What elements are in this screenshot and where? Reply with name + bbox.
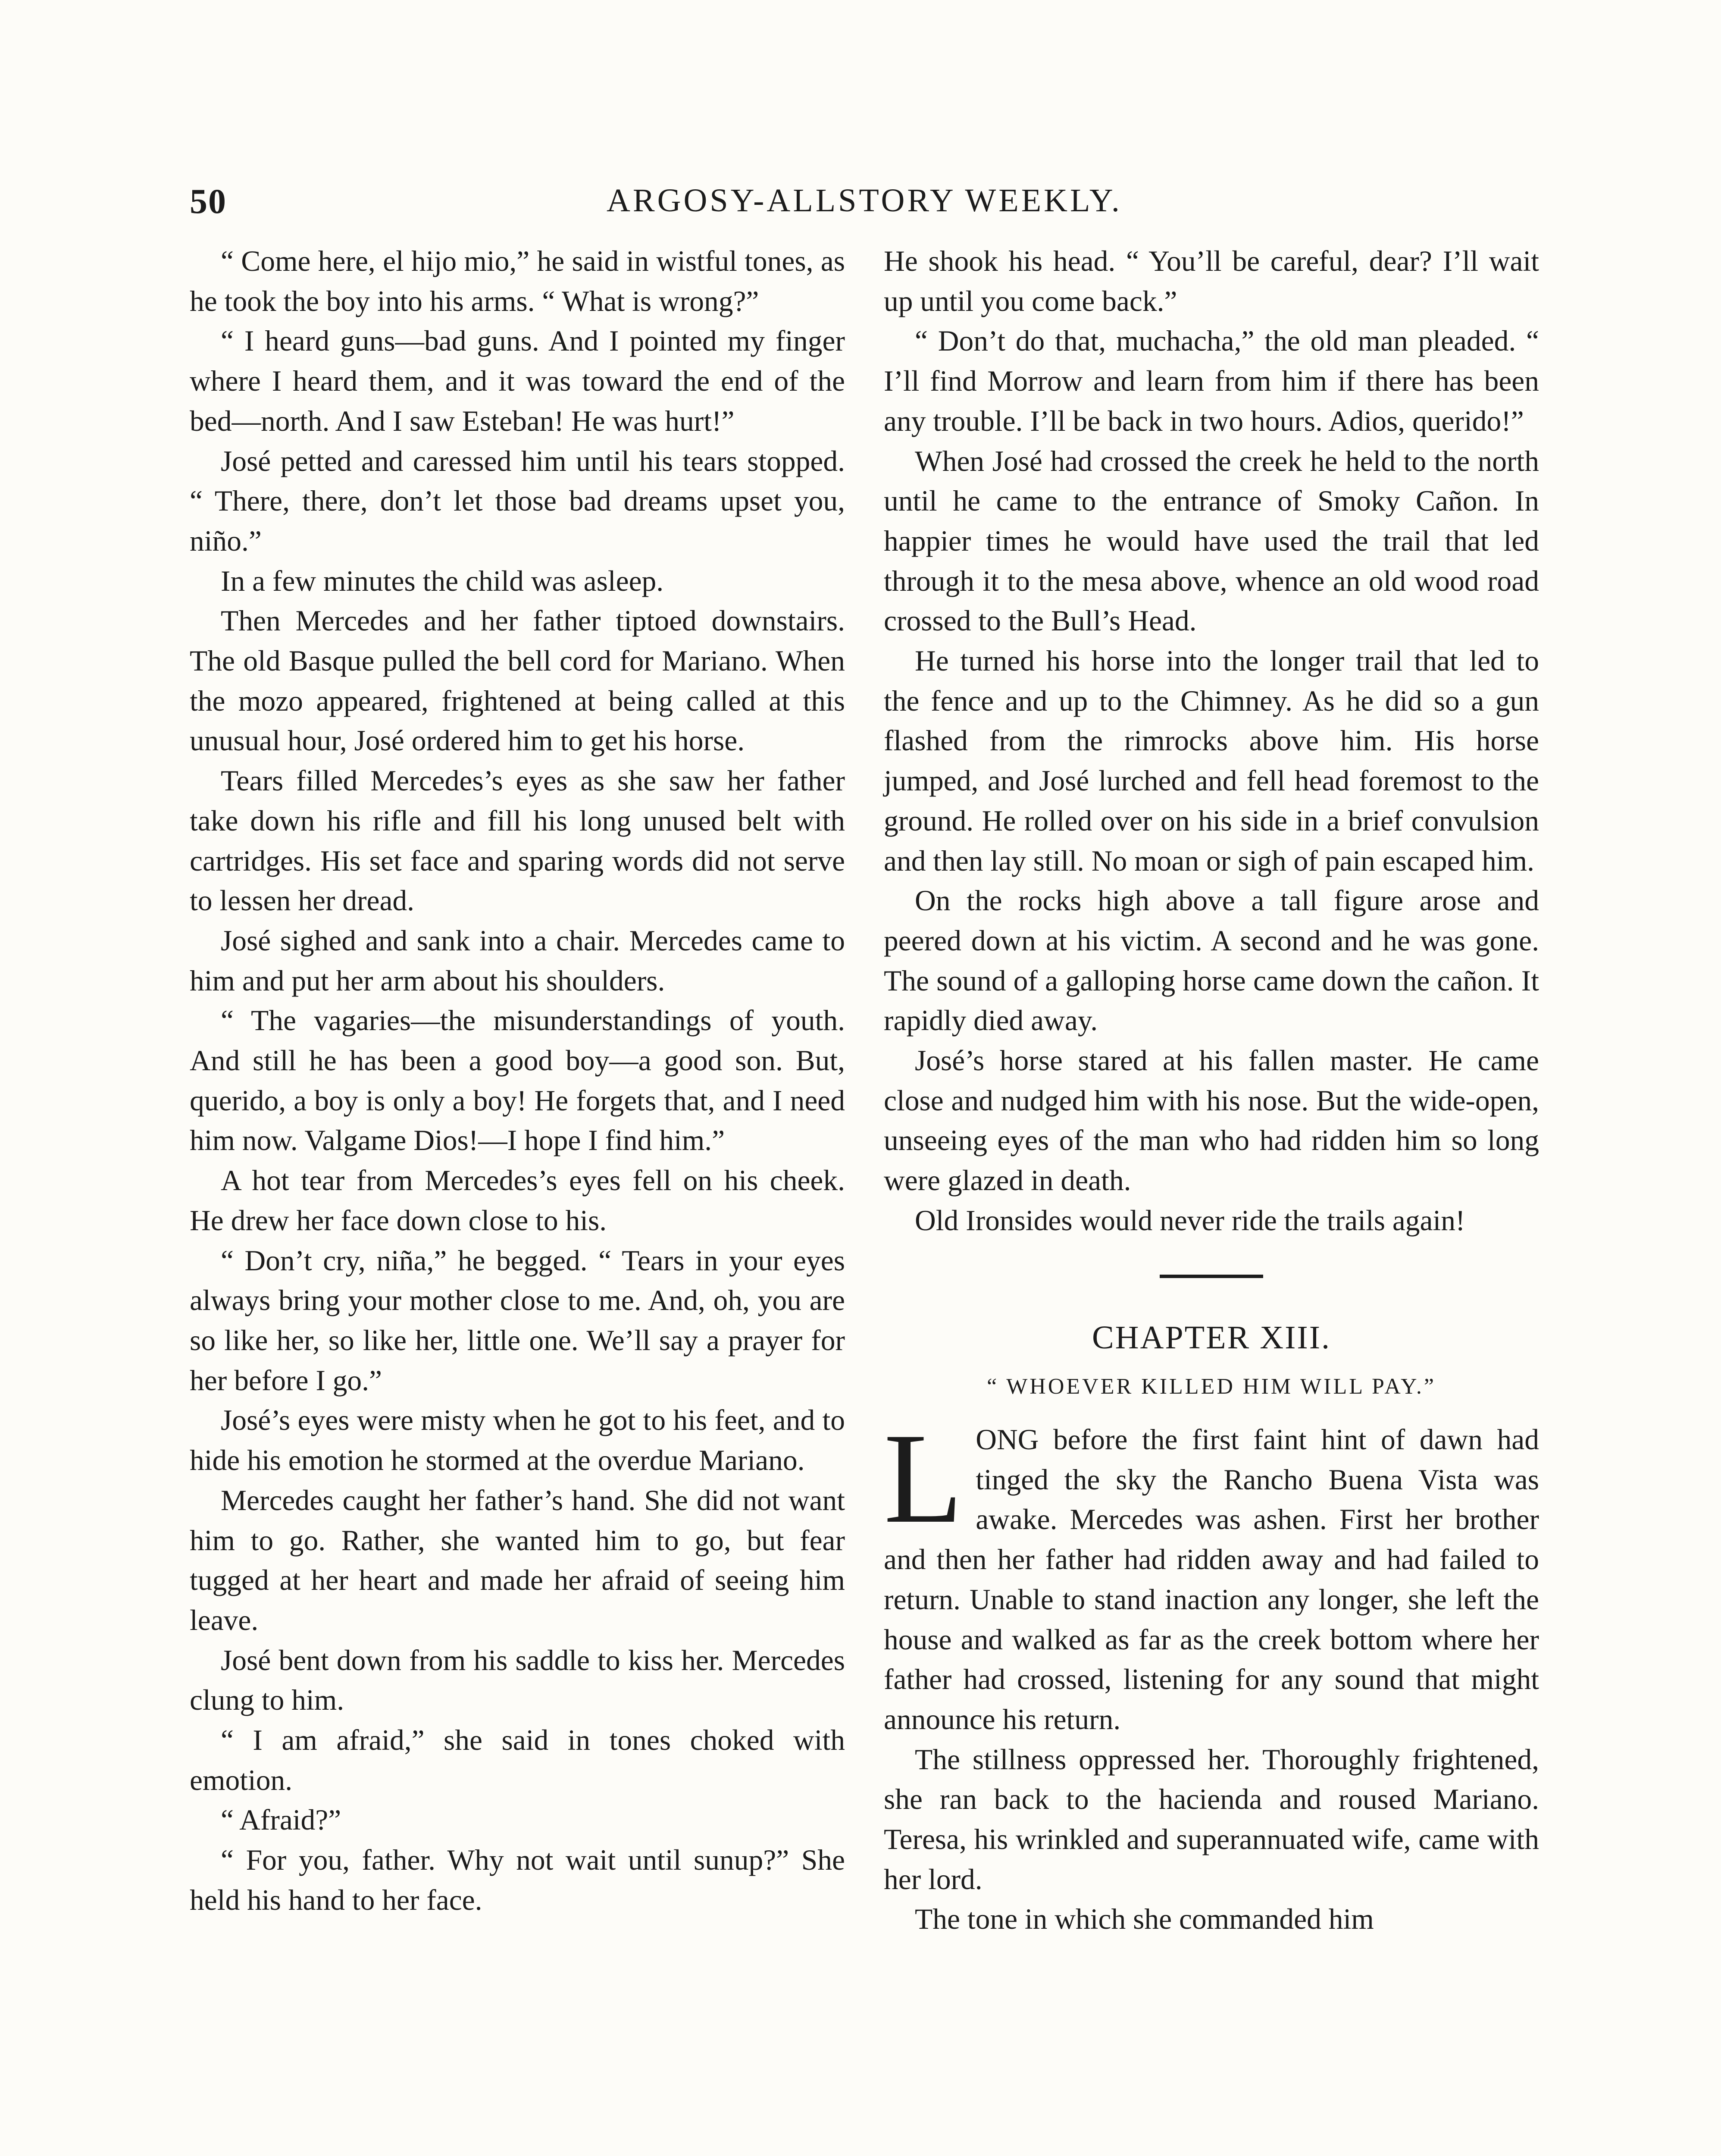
chapter-title: CHAPTER XIII. bbox=[1092, 1319, 1331, 1356]
paragraph: Mercedes caught her father’s hand. She did not want him to go. Rather, she wanted him to go, but fear tugged at her heart and made her afraid of seeing him leave. bbox=[190, 1484, 845, 1636]
paragraph: José bent down from his saddle to kiss her. Mercedes clung to him. bbox=[190, 1644, 845, 1717]
paragraph: Tears filled Mercedes’s eyes as she saw her father take down his rifle and fill his long unused belt with cartridges. His set face and sparing words did not serve to lessen her dread. bbox=[190, 765, 845, 917]
page-header bbox=[190, 181, 1539, 229]
paragraph: The stillness oppressed her. Thoroughly frightened, she ran back to the hacienda and roused Mariano. Teresa, his wrinkled and superannuated wife, came with her lord. bbox=[884, 1743, 1539, 1896]
left-column bbox=[190, 241, 845, 1921]
paragraph: “ Afraid?” bbox=[221, 1804, 341, 1836]
page-number: 50 bbox=[190, 182, 227, 221]
paragraph: Old Ironsides would never ride the trails again! bbox=[915, 1204, 1465, 1237]
paragraph: “ Come here, el hijo mio,” he said in wistful tones, as he took the boy into his arms. “ What is wrong?” bbox=[190, 245, 845, 317]
paragraph: “ The vagaries—the misunderstandings of youth. And still he has been a good boy—a good son. But, querido, a boy is only a boy! He forgets that, and I need him now. Valgame Dios!—I hope I find him.” bbox=[190, 1004, 845, 1157]
paragraph: José petted and caressed him until his tears stopped. “ There, there, don’t let those bad dreams upset you, niño.” bbox=[190, 445, 845, 557]
paragraph: In a few minutes the child was asleep. bbox=[221, 564, 664, 597]
paragraph: On the rocks high above a tall figure arose and peered down at his victim. A second and he was gone. The sound of a galloping horse came down the cañon. It rapidly died away. bbox=[884, 884, 1539, 1037]
chapter-opening-paragraph bbox=[884, 1406, 1539, 1740]
paragraph: Then Mercedes and her father tiptoed downstairs. The old Basque pulled the bell cord for Mariano. When the mozo appeared, frightened at being called at this unusual hour, José ordered him to get his horse. bbox=[190, 605, 845, 757]
paragraph: José sighed and sank into a chair. Mercedes came to him and put her arm about his shoulders. bbox=[190, 924, 845, 997]
paragraph: José’s eyes were misty when he got to his feet, and to hide his emotion he stormed at the overdue Mariano. bbox=[190, 1404, 845, 1477]
paragraph: He shook his head. “ You’ll be careful, dear? I’ll wait up until you come back.” bbox=[884, 245, 1539, 317]
section-divider bbox=[1160, 1275, 1263, 1278]
paragraph: When José had crossed the creek he held to the north until he came to the entrance of Smoky Cañon. In happier times he would have used the trail that led through it to the mesa above, whence an old wood road crossed to the Bull’s Head. bbox=[884, 445, 1539, 637]
paragraph: “ For you, father. Why not wait until sunup?” She held his hand to her face. bbox=[190, 1844, 845, 1916]
right-column bbox=[884, 241, 1539, 1940]
chapter-subtitle: “ WHOEVER KILLED HIM WILL PAY.” bbox=[987, 1374, 1436, 1399]
paragraph: He turned his horse into the longer trail that led to the fence and up to the Chimney. As he did so a gun flashed from the rimrocks above him. His horse jumped, and José lurched and fell head foremost to the ground. He rolled over on his side in a brief convulsion and then lay still. No moan or sigh of pain escaped him. bbox=[884, 645, 1539, 877]
paragraph: “ I heard guns—bad guns. And I pointed my finger where I heard them, and it was toward the end of the bed—north. And I saw Esteban! He was hurt!” bbox=[190, 325, 845, 437]
drop-cap-text: ONG before the first faint hint of dawn had tinged the sky the Rancho Buena Vista was awake. Mercedes was ashen. First her brother and then her father had ridden away and had failed to return. Unable to stand inaction any longer, she left the house and walked as far as the creek bottom where her father had crossed, listening for any sound that might announce his return. bbox=[884, 1423, 1539, 1736]
paragraph: José’s horse stared at his fallen master. He came close and nudged him with his nose. But the wide-open, unseeing eyes of the man who had ridden him so long were glazed in death. bbox=[884, 1044, 1539, 1197]
drop-cap: L bbox=[884, 1406, 963, 1550]
paragraph: A hot tear from Mercedes’s eyes fell on his cheek. He drew her face down close to his. bbox=[190, 1164, 845, 1237]
paragraph: “ Don’t do that, muchacha,” the old man pleaded. “ I’ll find Morrow and learn from him if there has been any trouble. I’ll be back in two hours. Adios, querido!” bbox=[884, 325, 1539, 437]
paragraph: “ Don’t cry, niña,” he begged. “ Tears in your eyes always bring your mother close to me. And, oh, you are so like her, so like her, little one. We’ll say a prayer for her before I go.” bbox=[190, 1244, 845, 1397]
running-head: ARGOSY-ALLSTORY WEEKLY. bbox=[607, 182, 1122, 219]
paragraph: The tone in which she commanded him bbox=[915, 1903, 1374, 1936]
paragraph: “ I am afraid,” she said in tones choked with emotion. bbox=[190, 1724, 845, 1796]
